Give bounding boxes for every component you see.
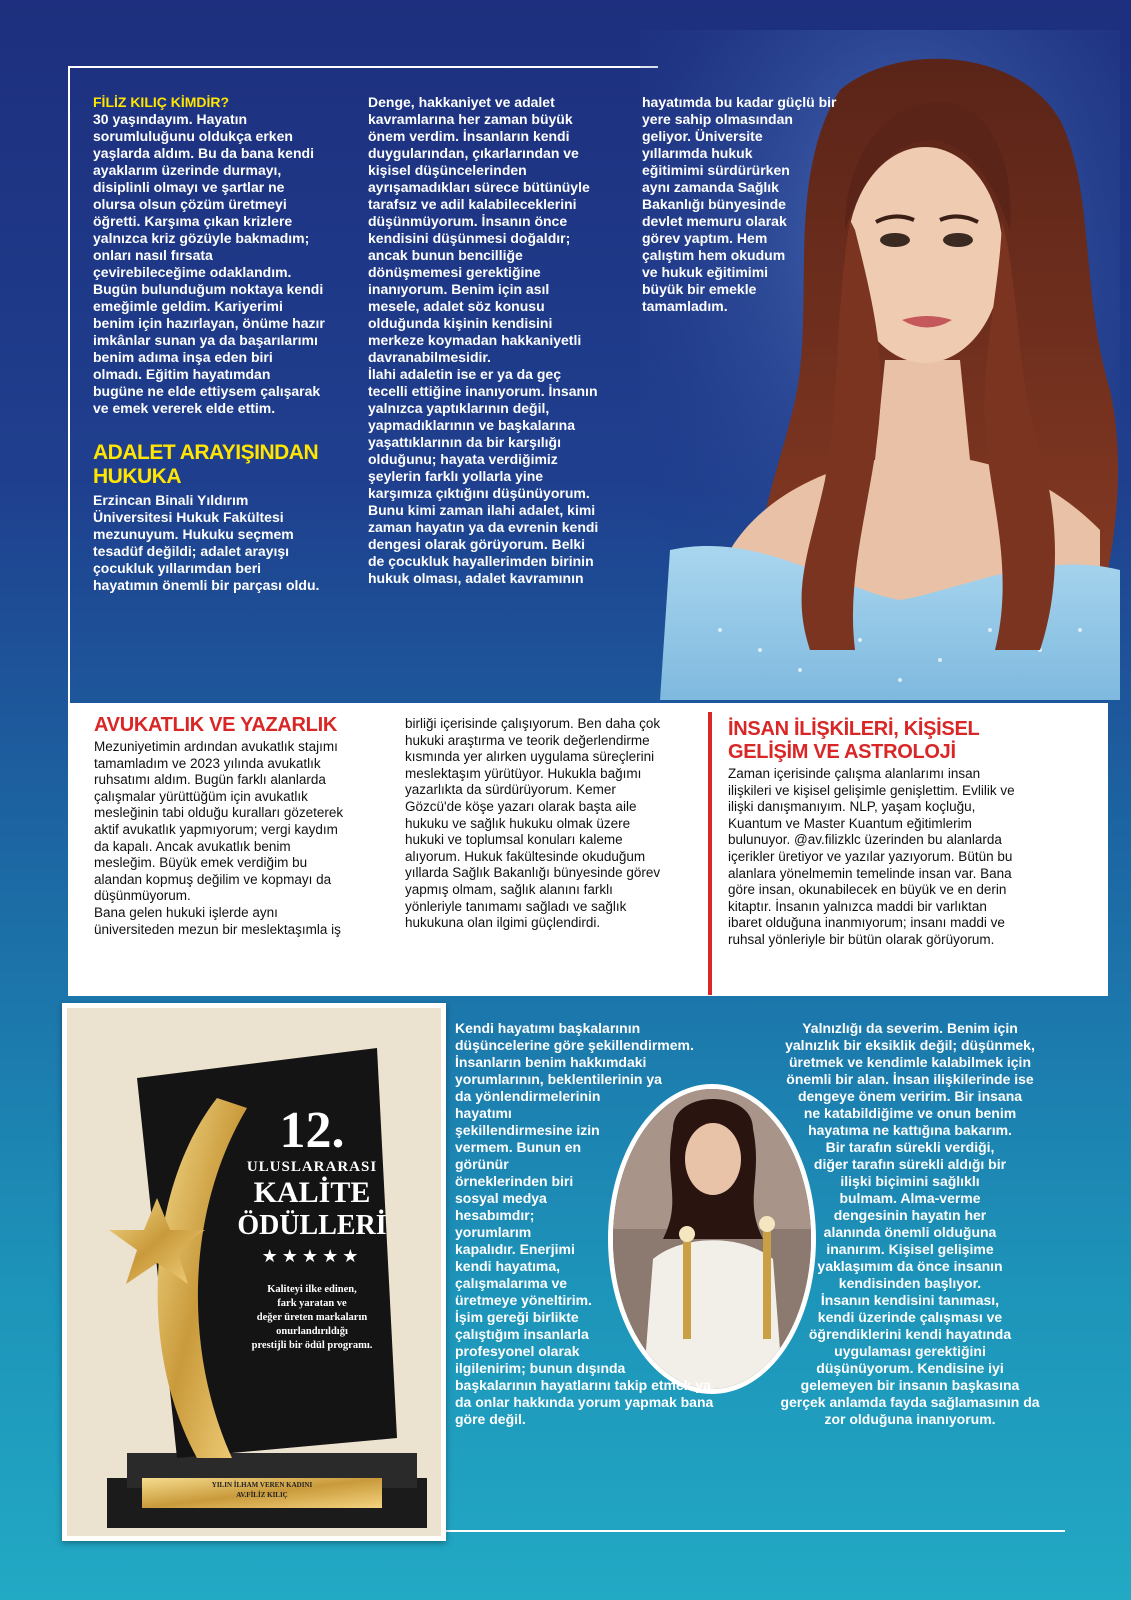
- insan-iliskileri-paragraph: Zaman içerisinde çalışma alanlarımı insan ilişkileri ve kişisel gelişimle genişlettim. Evlilik ve ilişki danışmanıyım. NLP, yaşam koçluğu, Kuantum ve Master Kuantum eğitimlerim bulunuyor. @av.filizklc üzerinden bu alanlarda içerikler üretiyor ve yazılar yazıyorum. Bütün bu alanlara yönelmemin temelinde insan var. Bana göre insan, okunabilecek en büyük ve en derin kitaptır. İnsanın yalnızca maddi bir varlıktan ibaret olduğuna inanmıyorum; insanı maddi ve ruhsal yönleriyle bir bütün olarak görüyorum.: [728, 766, 1015, 947]
- frame-left-line: [68, 66, 70, 703]
- award-line-2: KALİTE: [253, 1176, 371, 1209]
- middle-column-1: [94, 714, 394, 938]
- middle-column-2: [405, 716, 705, 932]
- award-stars: ★★★★★: [261, 1246, 363, 1266]
- hayat-paragraph-end: başkalarının hayatlarını takip etmek ya da onlar hakkında yorum yapmak bana göre değil.: [455, 1377, 714, 1427]
- award-number: 12.: [279, 1102, 345, 1159]
- award-desc-line: fark yaratan ve: [277, 1298, 347, 1309]
- hukuk-paragraph: Erzincan Binali Yıldırım Üniversitesi Hukuk Fakültesi mezunuyum. Hukuku seçmem tesadüf değildi; adalet arayışı çocukluk yıllarımdan beri hayatımın önemli bir parçası oldu.: [93, 492, 320, 593]
- top-column-1: [93, 94, 363, 594]
- heading-insan-iliskileri: İNSAN İLİŞKİLERİ, KİŞİSEL GELİŞİM VE ASTROLOJİ: [728, 718, 980, 763]
- top-column-3: [642, 94, 862, 315]
- intro-paragraph: 30 yaşındayım. Hayatın sorumluluğunu oldukça erken yaşlarda aldım. Bu da bana kendi ayaklarım üzerinde durmayı, disiplinli olmayı ve şartlar ne olursa olsun çözüm üretmeyi öğretti. Karşıma çıkan krizlere yalnızca kriz gözüyle bakmadım; onları nasıl fırsata çevirebileceğime odaklandım. Bugün bulunduğum noktaya kendi emeğimle geldim. Kariyerimi benim için hazırlayan, önüme hazır imkânlar sunan ya da başarılarımı benim adıma inşa eden biri olmadı. Eğitim hayatımdan bugüne ne elde ettiysem çalışarak ve emek vererek elde ettim.: [93, 111, 325, 416]
- plate-line-1: YILIN İLHAM VEREN KADINI: [211, 1481, 313, 1489]
- red-divider: [708, 712, 712, 995]
- award-desc-line: Kaliteyi ilke edinen,: [267, 1284, 357, 1295]
- bottom-column-1: [455, 1020, 750, 1428]
- egitim-paragraph: hayatımda bu kadar güçlü bir yere sahip olmasından geliyor. Üniversite yıllarımda hukuk eğitimimi sürdürürken aynı zamanda Sağlık Bakanlığı bünyesinde devlet memuru olarak görev yaptım. Hem çalıştım hem okudum ve hukuk eğitimimi büyük bir emekle tamamladım.: [642, 94, 837, 314]
- award-line-3: ÖDÜLLERİ: [237, 1210, 387, 1241]
- frame-bottom-line: [440, 1530, 1065, 1532]
- middle-column-3: [728, 718, 1058, 949]
- plate-line-2: AV.FİLİZ KILIÇ: [236, 1491, 288, 1499]
- award-plate: [142, 1480, 382, 1500]
- adalet-paragraph: Denge, hakkaniyet ve adalet kavramlarına her zaman büyük önem verdim. İnsanların kendi duygularından, çıkarlarından ve kişisel düşüncelerinden ayrışamadıkları sürece bütünüyle tarafsız ve adil kalabileceklerini düşünmüyorum. İnsanın önce kendisini düşünmesi doğaldır; ancak bunun bencilliğe dönüşmemesi gerektiğine inanıyorum. Benim için asıl mesele, adalet söz konusu olduğunda kişinin kendisini merkeze koymadan hakkaniyetli davranabilmesidir. İlahi adaletin ise er ya da geç tecelli ettiğine inanıyorum. İnsanın yalnızca yaptıklarının değil, yapmadıklarının ve başkalarına yaşattıklarının da bir karşılığı olduğunu; hayata verdiğimiz şeylerin farklı yollarla yine karşımıza çıktığını düşünüyorum. Bunu kimi zaman ilahi adalet, kimi zaman hayatın ya da evrenin kendi dengesi olarak görüyorum. Belki de çocukluk hayallerimden birinin hukuk olması, adalet kavramının: [368, 94, 599, 586]
- bottom-column-2: [760, 1020, 1060, 1428]
- heading-avukatlik: AVUKATLIK VE YAZARLIK: [94, 714, 337, 736]
- award-desc: [212, 1283, 412, 1353]
- yazarlik-paragraph: birliği içerisinde çalışıyorum. Ben daha çok hukuki araştırma ve teorik değerlendirme kısmında yer alırken uygulama süreçlerini meslektaşım yürütüyor. Hukukla bağımı yazarlıkta da sürdürüyorum. Kemer Gözcü'de köşe yazarı olarak başta aile hukuku ve sağlık hukuku olmak üzere hukuki ve toplumsal konuları kaleme alıyorum. Hukuk fakültesinde okuduğum yıllarda Sağlık Bakanlığı bünyesinde görev yapmış olmam, sağlık alanını farklı yönleriyle tanımamı sağladı ve sağlık hukukuna olan ilgimi güçlendirdi.: [405, 716, 661, 931]
- section-kicker: FİLİZ KILIÇ KİMDİR?: [93, 94, 230, 110]
- award-desc-line: prestijli bir ödül programı.: [251, 1340, 373, 1351]
- avukatlik-paragraph: Mezuniyetimin ardından avukatlık stajımı tamamladım ve 2023 yılında avukatlık ruhsatımı aldım. Bugün farklı alanlarda çalışmalar yürüttüğüm için avukatlık mesleğinin tabi olduğu kuralları gözeterek aktif avukatlık yapmıyorum; vergi kaydım da kapalı. Ancak avukatlık benim mesleğim. Büyük emek verdiğim bu alandan kopmuş değilim ve kopmayı da düşünmüyorum. Bana gelen hukuki işlerde aynı üniversiteden mezun bir meslektaşımla iş: [94, 739, 344, 937]
- hayat-paragraph: Kendi hayatımı başkalarının düşüncelerine göre şekillendirmem. İnsanların benim hakkımdaki yorumlarının, beklentilerinin ya da yönlendirmelerinin hayatımı şekillendirmesine izin vermem. Bunun en görünür örneklerinden biri sosyal medya hesabımdır; yorumlarım kapalıdır. Enerjimi kendi hayatıma, çalışmalarıma ve üretmeye yöneltirim. İşim gereği birlikte çalıştığım insanlarla profesyonel olarak ilgilenirim; bunun dışında: [455, 1020, 694, 1376]
- frame-top-line: [68, 66, 658, 68]
- heading-adalet: ADALET ARAYIŞINDAN HUKUKA: [93, 441, 319, 488]
- top-column-2: [368, 94, 633, 587]
- award-desc-line: onurlandırıldığı: [276, 1326, 348, 1337]
- award-desc-line: değer üreten markaların: [256, 1312, 368, 1323]
- award-photo: [62, 1003, 446, 1541]
- award-text: [212, 1103, 412, 1353]
- award-line-1: ULUSLARARASI: [246, 1159, 378, 1175]
- yalnizlik-paragraph: Yalnızlığı da severim. Benim için yalnızlık bir eksiklik değil; düşünmek, üretmek ve kendimle kalabilmek için önemli bir alan. İnsan ilişkilerinde ise dengeye önem veririm. Bir insana ne katabildiğime ve onun benim hayatıma ne kattığına bakarım. Bir tarafın sürekli verdiği, diğer tarafın sürekli aldığı bir ilişki biçimini sağlıklı bulmam. Alma-verme dengesinin hayatın her alanında önemli olduğuna inanırım. Kişisel gelişime yaklaşımım da önce insanın kendisinden başlıyor. İnsanın kendisini tanıması, kendi üzerinde çalışması ve öğrendiklerini kendi hayatında uygulaması gerektiğini düşünüyorum. Kendisine iyi gelemeyen bir insanın başkasına gerçek anlamda fayda sağlamasının da zor olduğuna inanıyorum.: [780, 1020, 1040, 1427]
